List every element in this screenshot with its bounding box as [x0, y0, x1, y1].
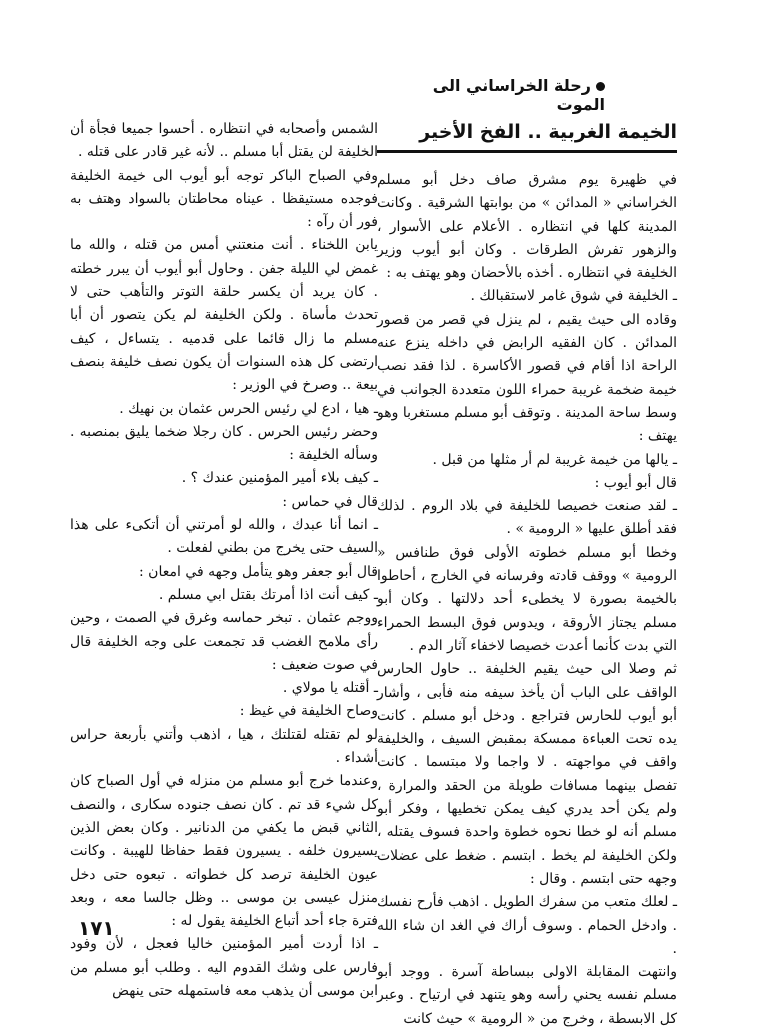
- right-column: [377, 118, 677, 1031]
- paragraph: لو لم تقتله لقتلتك ، هيا ، اذهب وأتني بأربعة حراس أشداء .: [70, 726, 378, 767]
- paragraph: ووجم عثمان . تبخر حماسه وغرق في الصمت ، وحين رأى ملامح الغضب قد تجمعت على وجه الخليفة قال في صوت ضعيف :: [70, 610, 378, 673]
- paragraph: ـ لقد صنعت خصيصا للخليفة في بلاد الروم . لذلك فقد أطلق عليها « الرومية » .: [377, 498, 677, 538]
- paragraph: ـ اذا أردت أمير المؤمنين خاليا فعجل ، لأن وفود فارس على وشك القدوم اليه . وطلب أبو مسلم من ابن موسى أن يذهب معه فاستمهله حتى ينهض: [70, 936, 378, 999]
- paragraph: ـ لعلك متعب من سفرك الطويل . اذهب فأرح نفسك . وادخل الحمام . وسوف أراك في الغد ان شاء الله .: [377, 894, 677, 957]
- running-title: [405, 76, 605, 114]
- running-title-text: رحلة الخراساني الى الموت: [432, 76, 605, 114]
- paragraph: ـ يالها من خيمة غريبة لم أر مثلها من قبل .: [432, 451, 677, 468]
- paragraph: ـ أقتله يا مولاي .: [282, 680, 378, 697]
- paragraph: ـ كيف أنت اذا أمرتك بقتل ابي مسلم .: [158, 586, 378, 603]
- paragraph: قال أبو جعفر وهو يتأمل وجهه في امعان :: [139, 563, 378, 580]
- paragraph: ـ الخليفة في شوق غامر لاستقبالك .: [470, 288, 677, 305]
- paragraph: ـ انما أنا عبدك ، والله لو أمرتني أن أتكىء على هذا السيف حتى يخرج من بطني لفعلت .: [70, 517, 378, 557]
- section-title: الخيمة الغربية .. الفخ الأخير: [377, 118, 677, 153]
- paragraph: وانتهت المقابلة الاولى ببساطة آسرة . ووجد أبو مسلم نفسه يحني رأسه وهو يتنهد في ارتياح . وعبر كل الابسطة ، وخرج من « الرومية » حيث كانت: [377, 964, 677, 1027]
- paragraph: وعندما خرج أبو مسلم من منزله في أول الصباح كان كل شيء قد تم . كان نصف جنوده سكارى ، والنصف الثاني قبض ما يكفي من الدنانير . وكان بعض الذين يسيرون خلفه . يسيرون فقط حفاظا للهيبة . وكانت عيون الخليفة ترصد كل خطواته . تبعوه حتى دخل منزل عيسى بن موسى .. وظل جالسا معه ، وبعد فترة جاء أحد أتباع الخليفة يقول له :: [70, 773, 378, 930]
- paragraph: وحضر رئيس الحرس . كان رجلا ضخما يليق بمنصبه . وسأله الخليفة :: [70, 423, 378, 464]
- paragraph: وخطا أبو مسلم خطوته الأولى فوق طنافس « الرومية » ووقف قادته وفرسانه في الخارج ، أحاطوا بالخيمة بصورة لا يخطىء أحد دلالتها . وكان أبو مسلم يجتاز الأروقة ، ويدوس فوق البسط الحمراء التي بدت كأنما أعدت خصيصا لاخفاء آثار الدم .: [377, 544, 677, 654]
- paragraph: يابن اللخناء . أنت منعتني أمس من قتله ، والله ما غمض لي الليلة جفن . وحاول أبو أيوب أن يبرر خطته . كان يريد أن يكسر حلقة التوتر والتأهب حتى لا تحدث مأساة . ولكن الخليفة لم يكن يتصور أن أبا مسلم ما زال قائما على قدميه . يتساءل ، كيف ارتضى كل هذه السنوات أن يكون نصف خليفة بنصف بيعة .. وصرخ في الوزير :: [70, 237, 378, 394]
- page-header: [92, 74, 665, 114]
- paragraph: ثم وصلا الى حيث يقيم الخليفة .. حاول الحارس الواقف على الباب أن يأخذ سيفه منه فأبى ، وأشار أبو أيوب للحارس فتراجع . ودخل أبو مسلم . كانت يده تحت العباءة ممسكة بمقبض السيف ، والخليفة واقف في مواجهته . لا واجما ولا مبتسما . كانت تفصل بينهما مسافات طويلة من الحقد والمرارة ، ولم يكن أحد يدري كيف يمكن تخطيها ، وفكر أبو مسلم أنه لو خطا نحوه خطوة واحدة فسوف يقتله ، ولكن الخليفة لم يخط . ابتسم . ضغط على عضلات وجهه حتى ابتسم . وقال :: [377, 661, 677, 887]
- paragraph: وصاح الخليفة في غيظ :: [239, 703, 378, 720]
- paragraph: الشمس وأصحابه في انتظاره . أحسوا جميعا فجأة أن الخليفة لن يقتل أبا مسلم .. لأنه غير قادر على قتله .: [70, 121, 378, 161]
- paragraph: في ظهيرة يوم مشرق صاف دخل أبو مسلم الخراساني « المدائن » من بوابتها الشرقية . وكانت المدينة كلها في انتظاره . الأعلام على الأسوار ، والزهور تفرش الطرقات . وكان أبو أيوب وزير الخليفة في انتظاره . أخذه بالأحضان وهو يهتف به :: [377, 172, 677, 282]
- paragraph: قال أبو أيوب :: [594, 474, 677, 491]
- paragraph: وقاده الى حيث يقيم ، لم ينزل في قصر من قصور المدائن . كان الفقيه الرابض في داخله ينزع عنه الراحة اذا أقام في قصور الأكاسرة . لذا فقد نصب خيمة ضخمة غريبة حمراء اللون متعددة الجوانب في وسط ساحة المدينة . وتوقف أبو مسلم مستغربا وهو يهتف :: [377, 311, 677, 445]
- page-number: ١٧١: [78, 916, 115, 940]
- paragraph: ـ هيا ، ادع لي رئيس الحرس عثمان بن نهيك .: [119, 400, 378, 417]
- paragraph: وفي الصباح الباكر توجه أبو أيوب الى خيمة الخليفة فوجده مستيقظا . عيناه محاطتان بالسواد وهتف به فور أن رآه :: [70, 167, 378, 231]
- bullet-icon: [596, 82, 605, 91]
- left-column: [70, 118, 378, 1003]
- paragraph: ـ كيف بلاء أمير المؤمنين عندك ؟ .: [181, 470, 378, 487]
- paragraph: قال في حماس :: [282, 493, 378, 510]
